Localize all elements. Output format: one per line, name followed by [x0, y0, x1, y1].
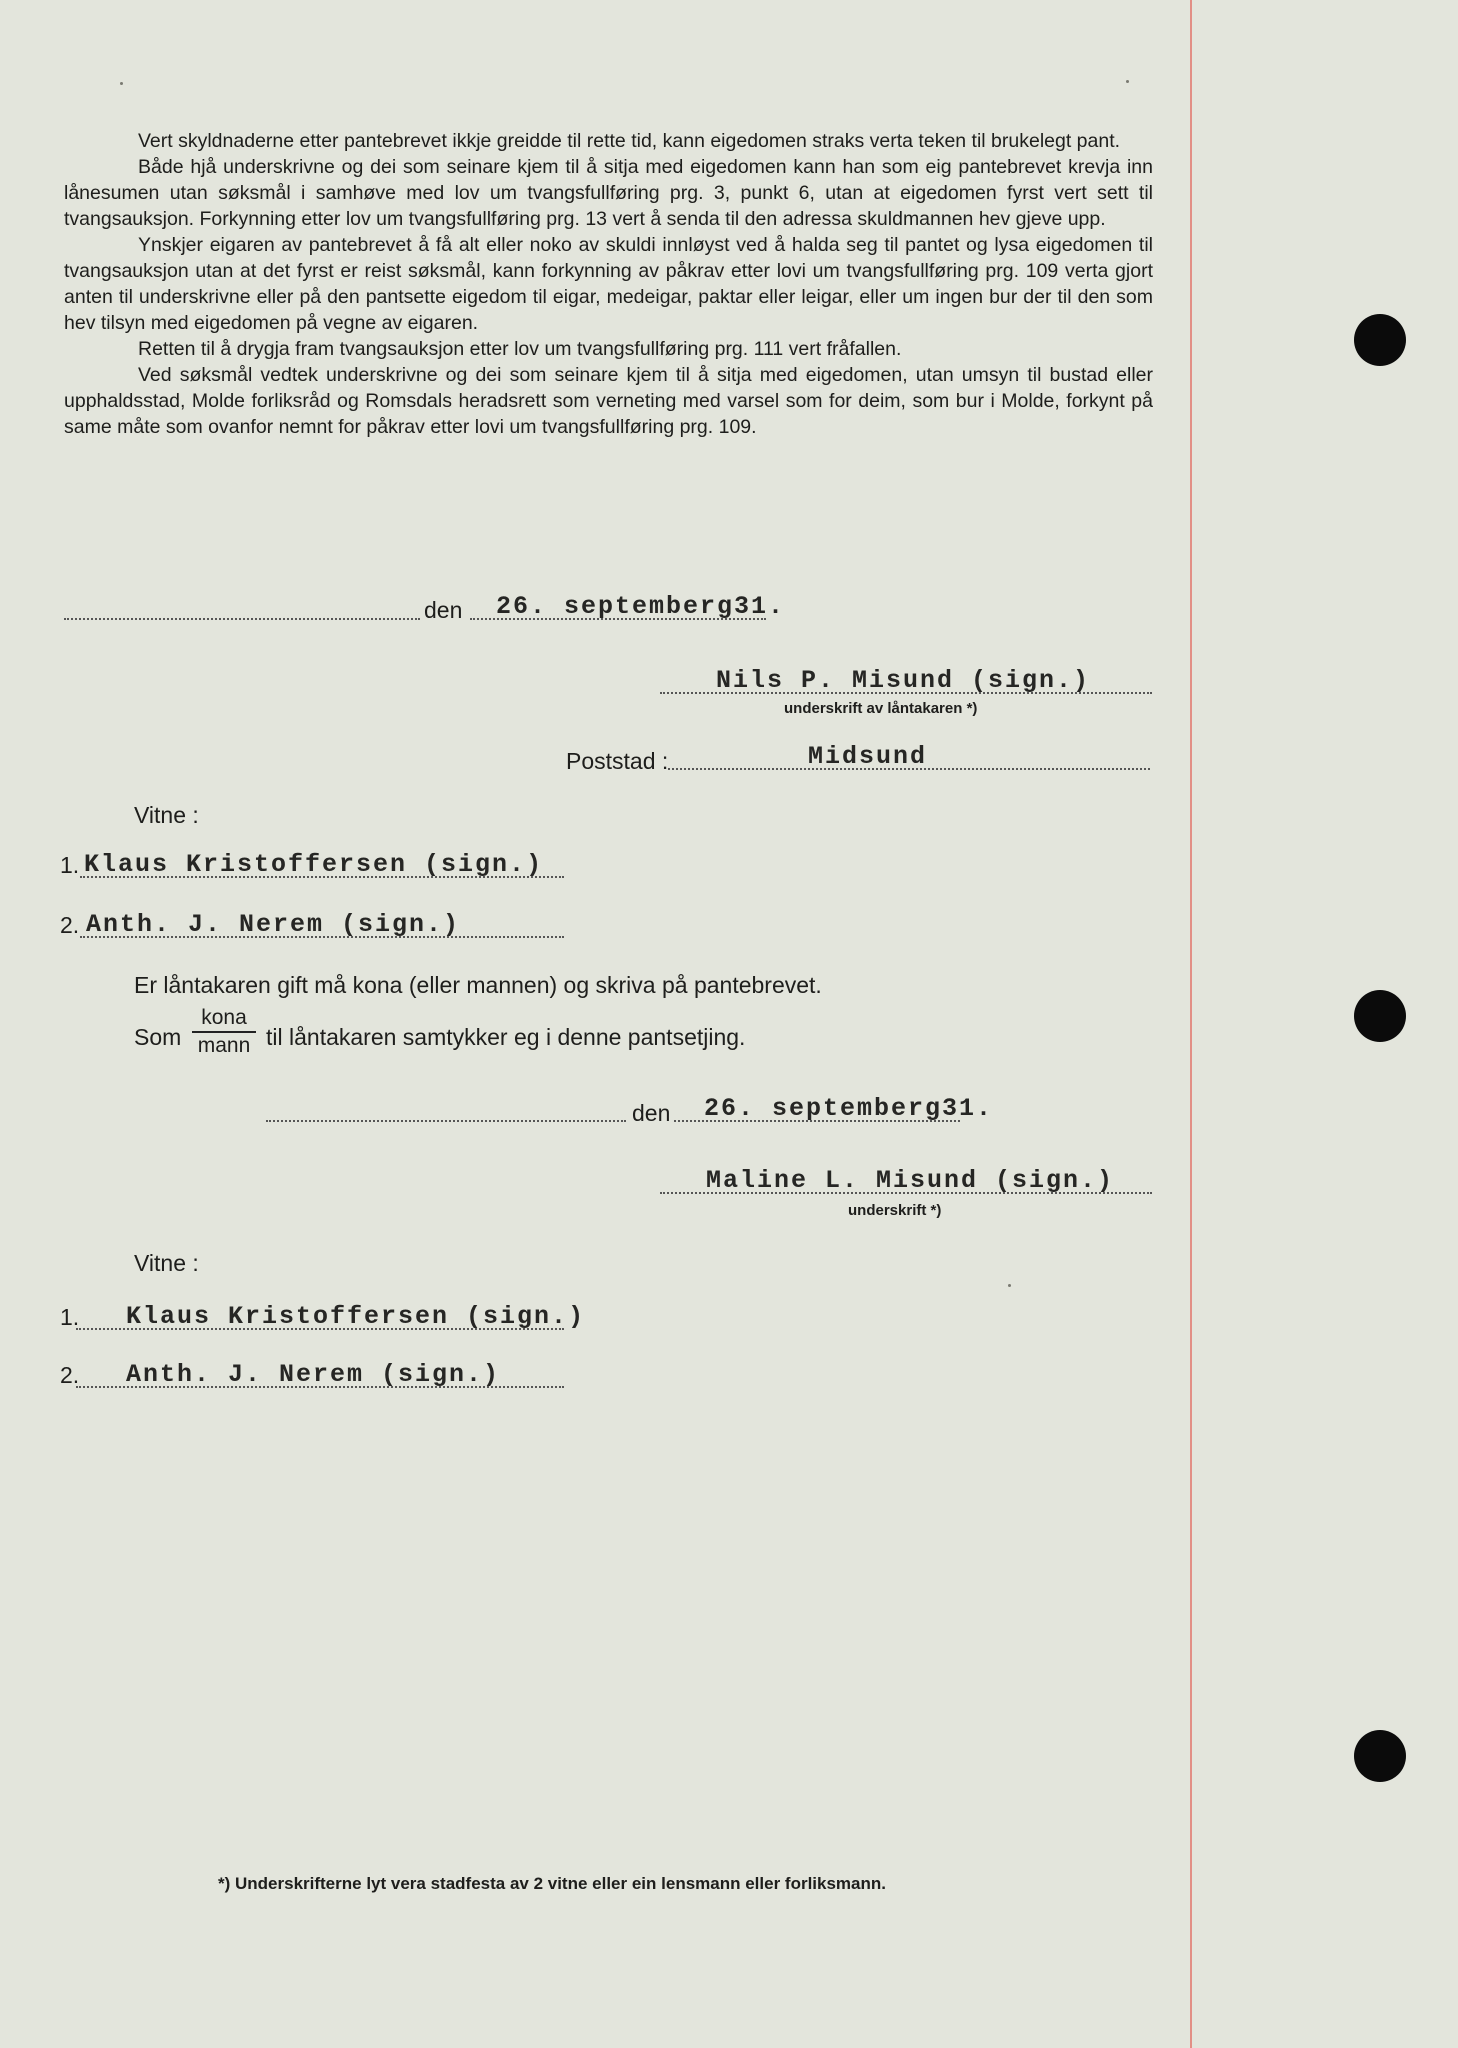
paper-speck: [1126, 80, 1129, 83]
red-margin-line: [1190, 0, 1192, 2048]
borrower-date: 26. septemberg31.: [496, 592, 786, 621]
witness-number: 2.: [60, 912, 80, 938]
clause-paragraph-3: Ynskjer eigaren av pantebrevet å få alt eller noko av skuldi innløyst ved å halda seg til pantet og lysa eigedomen til tvangsauksjon utan at det fyrst er reist søksmål, kann forkynning av påkrav etter lovi um tvangsfullføring prg. 109 verta gjort anten til underskrivne eller på den pantsette eigedom til eigar, medeigar, paktar eller leigar, eller um ingen bur der til den som hev tilsyn med eigedomen på vegne av eigaren.: [64, 234, 1153, 334]
footnote: *) Underskrifterne lyt vera stadfesta av 2 vitne eller ein lensmann eller forliksmann.: [218, 1874, 886, 1893]
clause-text: [64, 128, 1153, 440]
spouse-signature-caption: underskrift *): [848, 1202, 942, 1219]
poststad-value: Midsund: [808, 742, 928, 771]
punch-hole-bottom: [1354, 1730, 1406, 1782]
spouse-witness-1: Klaus Kristoffersen (sign.): [126, 1302, 586, 1331]
spouse-signature: Maline L. Misund (sign.): [706, 1166, 1115, 1195]
borrower-signature-caption: underskrift av låntakaren *): [784, 700, 978, 717]
kona-mann-fraction: [192, 1005, 256, 1059]
den-label: den: [424, 597, 463, 623]
borrower-witness-2: Anth. J. Nerem (sign.): [86, 910, 461, 939]
poststad-label: Poststad :: [566, 748, 669, 774]
clause-paragraph-1: Vert skyldnaderne etter pantebrevet ikkje greidde til rette tid, kann eigedomen straks verta teken til brukelegt pant.: [138, 130, 1121, 152]
punch-hole-middle: [1354, 990, 1406, 1042]
paper-speck: [120, 82, 123, 85]
punch-hole-top: [1354, 314, 1406, 366]
witness-number: 2.: [60, 1362, 80, 1388]
fraction-bottom: mann: [197, 1034, 251, 1057]
borrower-signature: Nils P. Misund (sign.): [716, 666, 1091, 695]
vitne-label: Vitne :: [134, 802, 199, 828]
som-label: Som: [134, 1024, 182, 1050]
borrower-witness-1: Klaus Kristoffersen (sign.): [84, 850, 544, 879]
clause-paragraph-4: Retten til å drygja fram tvangsauksjon etter lov um tvangsfullføring prg. 111 vert fråfallen.: [138, 338, 902, 360]
spouse-intro: Er låntakaren gift må kona (eller mannen) og skriva på pantebrevet.: [134, 972, 822, 998]
spouse-witness-2: Anth. J. Nerem (sign.): [126, 1360, 501, 1389]
place-dotted-line: [64, 618, 420, 620]
spouse-den-label: den: [632, 1100, 671, 1126]
witness-number: 1.: [60, 1304, 80, 1330]
clause-paragraph-5: Ved søksmål vedtek underskrivne og dei som seinare kjem til å sitja med eigedomen, utan umsyn til bustad eller upphaldsstad, Molde forliksråd og Romsdals heradsrett som verneting med varsel som for deim, som bur i Molde, forkynt på same måte som ovanfor nemnt for påkrav etter lovi um tvangsfullføring prg. 109.: [64, 364, 1153, 438]
witness-number: 1.: [60, 852, 80, 878]
spouse-vitne-label: Vitne :: [134, 1250, 199, 1276]
spouse-date: 26. septemberg31.: [704, 1094, 994, 1123]
consent-text: til låntakaren samtykker eg i denne pantsetjing.: [266, 1024, 746, 1050]
paper-speck: [1008, 1284, 1011, 1287]
fraction-top: kona: [192, 1005, 256, 1033]
spouse-place-dotted-line: [266, 1120, 626, 1122]
clause-paragraph-2: Både hjå underskrivne og dei som seinare kjem til å sitja med eigedomen kann han som eig pantebrevet krevja inn lånesumen utan søksmål i samhøve med lov um tvangsfullføring prg. 3, punkt 6, utan at eigedomen fyrst vert sett til tvangsauksjon. Forkynning etter lov um tvangsfullføring prg. 13 vert å senda til den adressa skuldmannen hev gjeve upp.: [64, 156, 1153, 230]
